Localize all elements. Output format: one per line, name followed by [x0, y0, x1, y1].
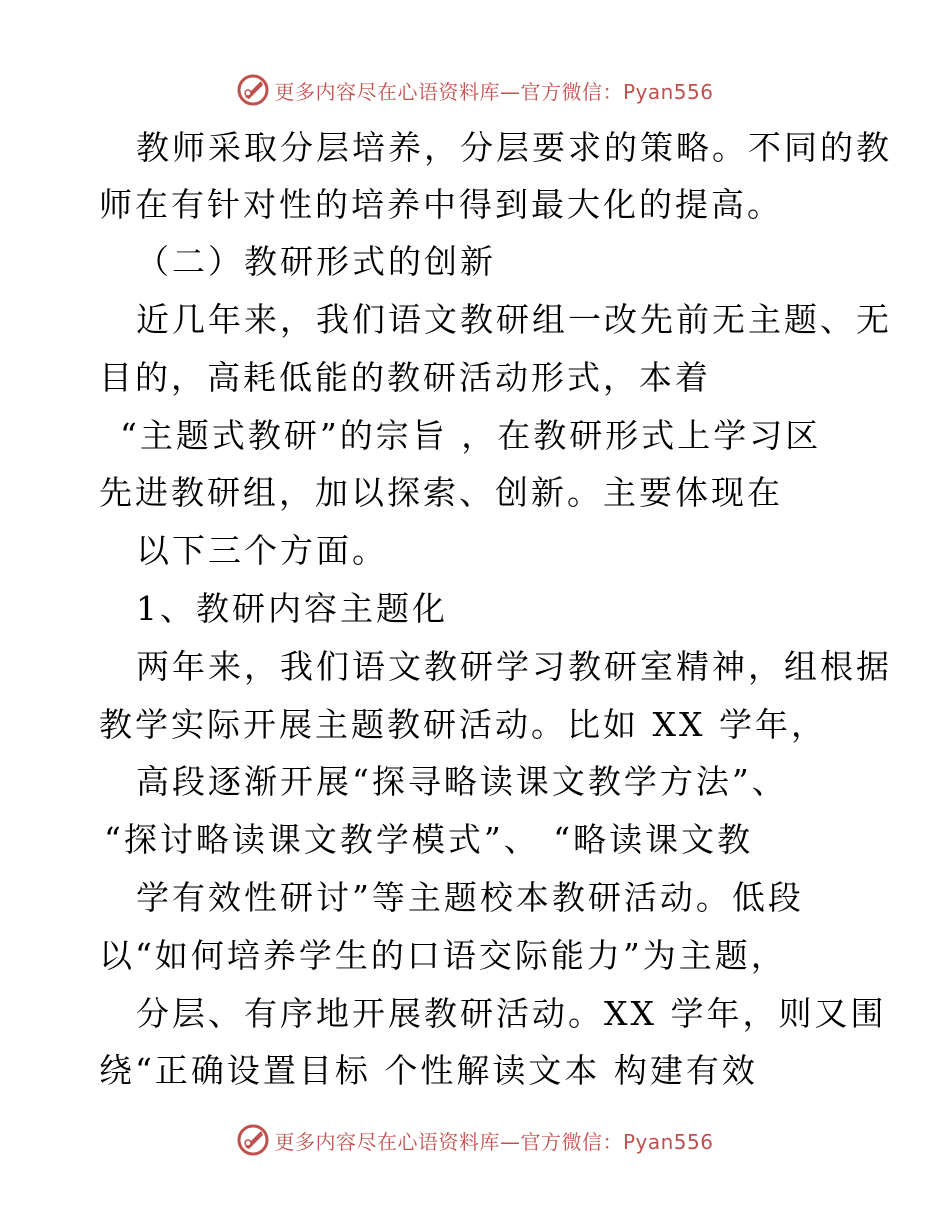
header-watermark — [0, 70, 950, 110]
text-line: 绕“正确设置目标 个性解读文本 构建有效 — [99, 1051, 758, 1090]
text-line: 分层、有序地开展教研活动。XX 学年，则又围 — [136, 994, 887, 1033]
logo-icon — [236, 73, 270, 107]
text-line: 教师采取分层培养，分层要求的策略。不同的教 — [136, 128, 892, 167]
text-line: 高段逐渐开展“探寻略读课文教学方法”、 — [136, 762, 788, 801]
footer-watermark — [0, 1120, 950, 1160]
text-line: 以“如何培养学生的口语交际能力”为主题， — [99, 936, 787, 975]
text-line: “探讨略读课文教学模式”、 “略读课文教 — [104, 820, 754, 859]
text-line: 先进教研组，加以探索、创新。主要体现在 — [99, 473, 783, 512]
logo-icon — [236, 1123, 270, 1157]
subsection-heading: 1、教研内容主题化 — [136, 589, 448, 628]
text-line: 学有效性研讨”等主题校本教研活动。低段 — [136, 878, 804, 917]
watermark-text: 更多内容尽在心语资料库—官方微信：Pyan556 — [274, 79, 714, 104]
text-line: 师在有针对性的培养中得到最大化的提高。 — [99, 185, 783, 224]
text-line: 近几年来，我们语文教研组一改先前无主题、无 — [136, 300, 892, 339]
watermark-text: 更多内容尽在心语资料库—官方微信：Pyan556 — [274, 1129, 714, 1154]
section-heading: （二）教研形式的创新 — [136, 242, 496, 281]
text-line: 目的，高耗低能的教研活动形式，本着 — [99, 358, 711, 397]
text-line: “主题式教研”的宗旨 ，在教研形式上学习区 — [120, 416, 822, 455]
text-line: 以下三个方面。 — [136, 531, 388, 570]
text-line: 两年来，我们语文教研学习教研室精神，组根据 — [136, 647, 892, 686]
text-line: 教学实际开展主题教研活动。比如 XX 学年， — [99, 705, 827, 744]
